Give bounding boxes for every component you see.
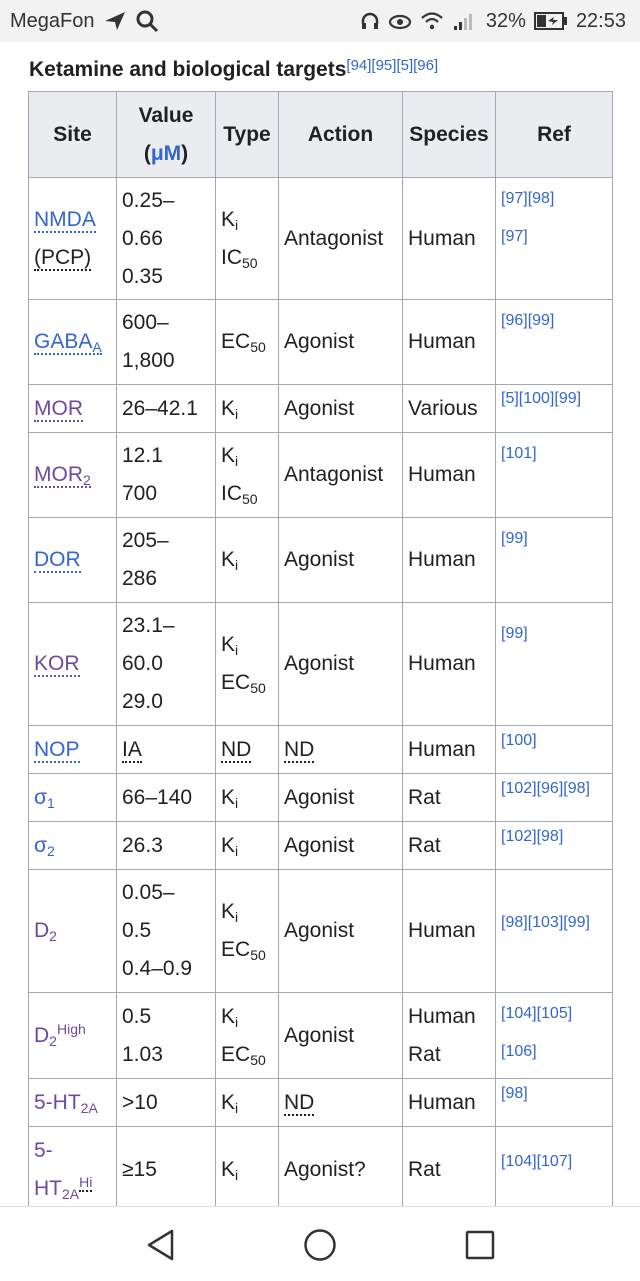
search-icon <box>135 9 159 33</box>
value-line: 60.0 <box>122 652 163 675</box>
action-cell: Agonist <box>279 300 403 385</box>
targets-table <box>28 91 613 1206</box>
site-link-mor2[interactable]: $MOR_2$ <box>34 463 91 488</box>
site-link-kor[interactable]: KOR <box>34 652 80 675</box>
site-cell <box>29 870 117 993</box>
ref-link[interactable]: [102][96][98] <box>501 780 590 797</box>
header-value-label: Value <box>138 103 194 127</box>
type-line: $K_i$ <box>221 207 239 233</box>
value-line: 0.66 <box>122 226 163 250</box>
site-link-5ht2a[interactable]: $5-HT_{2A}$ <box>34 1090 98 1116</box>
table-row <box>29 726 613 774</box>
value-cell: 26.3 <box>117 822 216 870</box>
ref-cell <box>496 774 613 822</box>
value-line: 29.0 <box>122 690 163 713</box>
value-line: 0.5 <box>122 919 152 942</box>
ref-cell <box>496 178 613 300</box>
caption-title: Ketamine and biological targets <box>29 58 347 81</box>
species-cell: Human <box>403 433 496 518</box>
caption-refs[interactable]: [94][95][5][96] <box>346 57 439 74</box>
action-cell: Agonist <box>279 870 403 993</box>
ref-link[interactable]: [104][105] <box>501 1005 573 1022</box>
action-cell: Agonist <box>279 603 403 726</box>
species-cell: Rat <box>403 822 496 870</box>
home-circle-icon <box>303 1228 337 1262</box>
value-cell <box>117 726 216 774</box>
header-type: Type <box>216 92 279 178</box>
location-arrow-icon <box>103 10 127 32</box>
species-cell: Human <box>403 726 496 774</box>
value-line: 205– <box>122 529 169 552</box>
ref-link[interactable]: [99] <box>501 625 528 642</box>
ref-link[interactable]: [97][98] <box>501 190 555 207</box>
ref-link[interactable]: [96][99] <box>501 312 555 329</box>
recents-button[interactable] <box>460 1225 500 1265</box>
action-abbr-nd[interactable]: ND <box>284 1090 315 1114</box>
site-link-5ht2a-hi[interactable]: $HT_{2A}^{Hi}$ <box>34 1173 93 1202</box>
value-line: 0.35 <box>122 264 163 288</box>
site-link-d2-high[interactable]: $D_2^{High}$ <box>34 1020 86 1049</box>
site-cell <box>29 1127 117 1207</box>
header-row <box>29 92 613 178</box>
ref-link[interactable]: [102][98] <box>501 828 564 845</box>
value-line: 0.05– <box>122 881 175 904</box>
value-cell <box>117 993 216 1079</box>
header-site: Site <box>29 92 117 178</box>
species-cell <box>403 993 496 1079</box>
ref-cell <box>496 726 613 774</box>
value-line: 600– <box>122 311 169 334</box>
type-cell: $K_i$ <box>216 774 279 822</box>
type-cell: $K_i$ $EC_{50}$ <box>216 603 279 726</box>
ref-cell <box>496 993 613 1079</box>
type-cell: $K_i$ <box>216 1127 279 1207</box>
type-cell <box>216 726 279 774</box>
header-value-unit: (μM) <box>143 141 189 165</box>
value-line: 286 <box>122 567 158 590</box>
ref-cell <box>496 1127 613 1207</box>
site-cell <box>29 1079 117 1127</box>
species-cell: Human <box>403 603 496 726</box>
species-cell: Human <box>403 518 496 603</box>
action-cell <box>279 1079 403 1127</box>
action-cell: Agonist <box>279 822 403 870</box>
recents-square-icon <box>464 1229 496 1261</box>
clock: 22:53 <box>575 9 626 32</box>
ref-cell <box>496 518 613 603</box>
table-row <box>29 178 613 300</box>
action-cell: Agonist? <box>279 1127 403 1207</box>
site-cell <box>29 518 117 603</box>
table-row <box>29 822 613 870</box>
micromolar-link[interactable]: μM <box>150 141 182 165</box>
site-cell <box>29 726 117 774</box>
site-cell <box>29 300 117 385</box>
type-cell: $K_i$ <box>216 822 279 870</box>
value-line: 23.1– <box>122 614 175 637</box>
value-cell <box>117 870 216 993</box>
site-link-gaba[interactable]: $GABA_A$ <box>34 330 102 355</box>
site-cell <box>29 433 117 518</box>
ref-cell <box>496 433 613 518</box>
table-row <box>29 1079 613 1127</box>
ref-cell <box>496 1079 613 1127</box>
value-cell: >10 <box>117 1079 216 1127</box>
table-row <box>29 603 613 726</box>
value-cell: ≥15 <box>117 1127 216 1207</box>
value-cell <box>117 433 216 518</box>
table-row <box>29 433 613 518</box>
type-abbr-nd[interactable]: ND <box>221 737 252 761</box>
action-cell: Antagonist <box>279 433 403 518</box>
site-cell <box>29 603 117 726</box>
site-cell <box>29 993 117 1079</box>
table-row <box>29 518 613 603</box>
action-cell: Agonist <box>279 518 403 603</box>
page-content[interactable] <box>0 42 640 1206</box>
headphones-icon <box>360 11 380 31</box>
table-row <box>29 993 613 1079</box>
value-abbr-ia[interactable]: IA <box>122 737 142 761</box>
site-abbr-pcp[interactable]: (PCP) <box>34 245 92 269</box>
action-cell: Antagonist <box>279 178 403 300</box>
action-cell: Agonist <box>279 385 403 433</box>
ref-link[interactable]: [104][107] <box>501 1153 573 1170</box>
value-line: 0.4–0.9 <box>122 957 193 980</box>
ref-link[interactable]: [98][103][99] <box>501 914 590 931</box>
value-line: 12.1 <box>122 444 163 467</box>
site-line[interactable]: 5- <box>34 1138 53 1162</box>
type-cell: $K_i$ <box>216 1079 279 1127</box>
site-cell <box>29 822 117 870</box>
value-line: 0.25– <box>122 188 175 212</box>
ref-cell <box>496 385 613 433</box>
carrier-name: MegaFon <box>10 9 95 32</box>
ref-link[interactable]: [98] <box>501 1085 528 1102</box>
species-cell: Human <box>403 300 496 385</box>
header-species: Species <box>403 92 496 178</box>
action-cell: Agonist <box>279 993 403 1079</box>
ref-link[interactable]: [100] <box>501 732 537 749</box>
signal-icon <box>452 11 478 31</box>
site-link-mor[interactable]: MOR <box>34 396 83 420</box>
type-cell <box>216 178 279 300</box>
value-line: 0.5 <box>122 1004 152 1028</box>
site-cell <box>29 774 117 822</box>
action-cell <box>279 726 403 774</box>
value-line: 1.03 <box>122 1042 163 1066</box>
header-value <box>117 92 216 178</box>
type-cell: $K_i$ <box>216 385 279 433</box>
action-abbr-nd[interactable]: ND <box>284 737 315 761</box>
value-cell: 66–140 <box>117 774 216 822</box>
species-cell: Rat <box>403 1127 496 1207</box>
type-line: $IC_{50}$ <box>221 245 258 271</box>
table-row <box>29 300 613 385</box>
ref-link[interactable]: [101] <box>501 445 537 462</box>
back-button[interactable] <box>140 1225 180 1265</box>
navigation-bar <box>0 1206 640 1281</box>
table-row <box>29 774 613 822</box>
species-line: Human <box>408 1004 476 1028</box>
site-link-dor[interactable]: DOR <box>34 548 81 571</box>
type-cell: $K_i$ <box>216 518 279 603</box>
species-cell: Rat <box>403 774 496 822</box>
battery-percent: 32% <box>485 9 526 32</box>
value-line: 1,800 <box>122 349 175 372</box>
header-ref: Ref <box>496 92 613 178</box>
table-caption <box>29 57 438 82</box>
ref-cell <box>496 603 613 726</box>
value-cell <box>117 300 216 385</box>
value-cell <box>117 518 216 603</box>
value-cell: 26–42.1 <box>117 385 216 433</box>
type-cell: $EC_{50}$ <box>216 300 279 385</box>
ref-link[interactable]: [106] <box>501 1043 537 1060</box>
type-cell: $K_i$ $IC_{50}$ <box>216 433 279 518</box>
ref-link[interactable]: [5][100][99] <box>501 390 582 407</box>
type-cell: $K_i$ $EC_{50}$ <box>216 993 279 1079</box>
site-link-nmda[interactable]: NMDA <box>34 207 96 231</box>
species-cell: Human <box>403 870 496 993</box>
value-cell <box>117 603 216 726</box>
value-cell <box>117 178 216 300</box>
eye-icon <box>388 11 412 31</box>
table-row <box>29 1127 613 1207</box>
site-cell <box>29 178 117 300</box>
ref-cell <box>496 870 613 993</box>
value-line: 700 <box>122 482 158 505</box>
status-bar <box>0 0 640 42</box>
ref-link[interactable]: [99] <box>501 530 528 547</box>
ref-cell <box>496 300 613 385</box>
species-line: Rat <box>408 1042 441 1066</box>
back-triangle-icon <box>145 1228 175 1262</box>
site-link-sigma2[interactable]: $\sigma_2$ <box>34 833 55 859</box>
site-link-d2[interactable]: $D_2$ <box>34 919 57 944</box>
species-cell: Human <box>403 1079 496 1127</box>
site-cell <box>29 385 117 433</box>
species-cell: Various <box>403 385 496 433</box>
ref-link[interactable]: [97] <box>501 228 528 245</box>
species-cell: Human <box>403 178 496 300</box>
table-row <box>29 385 613 433</box>
battery-charging-icon <box>534 12 568 30</box>
action-cell: Agonist <box>279 774 403 822</box>
site-link-nop[interactable]: NOP <box>34 737 80 761</box>
header-action: Action <box>279 92 403 178</box>
wifi-icon <box>420 11 444 31</box>
home-button[interactable] <box>300 1225 340 1265</box>
type-cell: $K_i$ $EC_{50}$ <box>216 870 279 993</box>
ref-cell <box>496 822 613 870</box>
site-link-sigma1[interactable]: $\sigma_1$ <box>34 785 55 811</box>
table-row <box>29 870 613 993</box>
